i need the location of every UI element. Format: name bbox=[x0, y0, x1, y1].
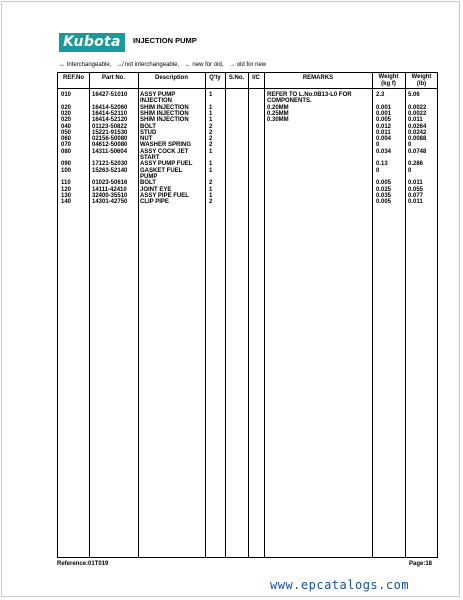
row-description: JOINT EYE bbox=[140, 186, 172, 193]
row-remarks: 0.30MM bbox=[267, 117, 289, 124]
column-divider bbox=[138, 73, 139, 557]
row-weight-kg: 2.3 bbox=[376, 92, 385, 98]
col-header-ref: REF.No bbox=[63, 75, 84, 81]
row-description: START bbox=[140, 155, 160, 161]
col-header-weight-lb: Weight (lb) bbox=[411, 74, 432, 87]
row-remarks: 0.20MM bbox=[267, 104, 289, 111]
row-description: BOLT bbox=[140, 123, 156, 130]
row-weight-lb: 0.0264 bbox=[408, 123, 427, 130]
col-header-ic: I/C bbox=[252, 75, 260, 81]
row-ref: 040 bbox=[61, 123, 72, 130]
row-part-no: 04612-50080 bbox=[92, 142, 128, 149]
column-divider bbox=[372, 73, 373, 557]
row-qty: 1 bbox=[209, 110, 213, 117]
row-part-no: 15263-52140 bbox=[92, 167, 128, 174]
row-weight-lb: 0.0748 bbox=[408, 148, 427, 155]
page-number: Page:18 bbox=[409, 561, 433, 567]
row-remarks: REFER TO L.No.0B13-L0 FOR bbox=[267, 92, 352, 98]
row-qty: 2 bbox=[209, 123, 213, 130]
row-qty: 1 bbox=[209, 104, 213, 111]
row-description: ASSY PUMP bbox=[140, 92, 176, 98]
col-header-remarks: REMARKS bbox=[302, 75, 334, 81]
row-qty: 2 bbox=[209, 136, 213, 143]
row-weight-kg: 0.001 bbox=[376, 104, 392, 111]
row-part-no: 17121-52030 bbox=[92, 161, 128, 168]
page-title: INJECTION PUMP bbox=[133, 36, 197, 45]
row-ref: 140 bbox=[61, 199, 72, 206]
row-ref: 020 bbox=[61, 104, 72, 111]
row-ref: 050 bbox=[61, 129, 72, 136]
row-weight-lb: 0.011 bbox=[408, 199, 423, 206]
row-description: SHIM INJECTION bbox=[140, 117, 189, 124]
row-part-no: 01023-50616 bbox=[92, 180, 128, 187]
col-header-sno: S.No. bbox=[228, 75, 245, 81]
row-weight-kg: 0.001 bbox=[376, 110, 392, 117]
row-weight-kg: 0.012 bbox=[376, 123, 392, 130]
row-weight-lb: 0.055 bbox=[408, 186, 424, 193]
row-part-no: 15221-91530 bbox=[92, 129, 128, 136]
row-ref: 080 bbox=[61, 148, 72, 155]
row-weight-kg: 0.004 bbox=[376, 136, 392, 143]
row-weight-kg: 0.035 bbox=[376, 192, 392, 199]
kubota-logo: Kubota bbox=[59, 33, 125, 52]
row-part-no: 02156-50080 bbox=[92, 136, 128, 143]
row-weight-lb: 0.077 bbox=[408, 192, 424, 199]
row-ref: 020 bbox=[61, 110, 72, 117]
row-weight-lb: 0 bbox=[408, 142, 412, 149]
row-description: ASSY COCK JET bbox=[140, 148, 189, 155]
row-remarks: COMPONENTS. bbox=[267, 98, 312, 105]
row-description: WASHER SPRING bbox=[140, 142, 192, 149]
row-ref: 130 bbox=[61, 192, 72, 199]
row-qty: 2 bbox=[209, 199, 213, 206]
legend-new-for-old: ← new for old, bbox=[184, 62, 224, 68]
legend-interchangeable: ↔ Interchangeable, bbox=[59, 62, 112, 68]
row-part-no: 16427-51010 bbox=[92, 92, 128, 98]
row-ref: 090 bbox=[61, 161, 72, 168]
row-ref: 020 bbox=[61, 117, 72, 124]
row-qty: 1 bbox=[209, 148, 213, 155]
row-weight-kg: 0 bbox=[376, 142, 380, 149]
row-weight-lb: 0 bbox=[408, 167, 412, 174]
row-description: BOLT bbox=[140, 180, 156, 187]
row-description: NUT bbox=[140, 136, 153, 143]
row-weight-lb: 0.286 bbox=[408, 161, 424, 168]
column-divider bbox=[264, 73, 265, 557]
row-weight-lb: 0.0088 bbox=[408, 136, 427, 143]
row-weight-kg: 0.005 bbox=[376, 180, 392, 187]
row-weight-kg: 0.005 bbox=[376, 199, 392, 206]
row-part-no: 32400-35510 bbox=[92, 192, 128, 199]
row-weight-lb: 0.011 bbox=[408, 180, 423, 187]
row-part-no: 01123-50822 bbox=[92, 123, 128, 130]
row-qty: 2 bbox=[209, 142, 213, 149]
row-weight-lb: 0.011 bbox=[408, 117, 423, 124]
row-part-no: 14111-42410 bbox=[92, 186, 127, 193]
legend-old-for-new: → old for new bbox=[229, 62, 267, 68]
row-qty: 1 bbox=[209, 92, 213, 98]
row-description: PUMP bbox=[140, 173, 158, 180]
row-qty: 1 bbox=[209, 167, 213, 174]
row-ref: 110 bbox=[61, 180, 71, 187]
row-weight-kg: 0.011 bbox=[376, 129, 391, 136]
row-qty: 1 bbox=[209, 117, 213, 124]
column-divider bbox=[405, 73, 406, 557]
column-divider bbox=[225, 73, 226, 557]
row-description: ASSY PUMP FUEL bbox=[140, 161, 193, 168]
row-weight-lb: 0.0022 bbox=[408, 110, 427, 117]
row-part-no: 16414-52060 bbox=[92, 104, 128, 111]
interchangeability-legend bbox=[59, 62, 270, 68]
row-part-no: 16414-52110 bbox=[92, 110, 128, 117]
row-description: STUD bbox=[140, 129, 157, 136]
row-weight-lb: 5.06 bbox=[408, 92, 420, 98]
row-qty: 1 bbox=[209, 161, 213, 168]
row-description: GASKET FUEL bbox=[140, 167, 183, 174]
column-divider bbox=[205, 73, 206, 557]
row-qty: 1 bbox=[209, 192, 213, 199]
legend-not-interchangeable: ↮ not interchangeable, bbox=[117, 62, 180, 68]
catalog-page bbox=[1, 1, 460, 597]
row-ref: 010 bbox=[61, 92, 72, 98]
row-qty: 2 bbox=[209, 129, 213, 136]
reference-code: Reference:01T019 bbox=[57, 561, 109, 567]
col-header-qty: Q'ty bbox=[209, 75, 221, 81]
row-description: INJECTION bbox=[140, 98, 173, 105]
row-remarks: 0.25MM bbox=[267, 110, 289, 117]
row-part-no: 16414-52120 bbox=[92, 117, 128, 124]
row-description: SHIM INJECTION bbox=[140, 104, 189, 111]
row-ref: 100 bbox=[61, 167, 72, 174]
col-header-part: Part No. bbox=[101, 75, 125, 81]
row-description: CLIP PIPE bbox=[140, 199, 169, 206]
row-weight-kg: 0.034 bbox=[376, 148, 392, 155]
row-ref: 060 bbox=[61, 136, 72, 143]
row-part-no: 14301-42750 bbox=[92, 199, 128, 206]
col-header-description: Description bbox=[154, 75, 188, 81]
row-part-no: 14311-50604 bbox=[92, 148, 128, 155]
row-ref: 120 bbox=[61, 186, 72, 193]
parts-table bbox=[57, 72, 438, 558]
row-qty: 2 bbox=[209, 180, 213, 187]
row-weight-kg: 0 bbox=[376, 167, 380, 174]
row-weight-kg: 0.13 bbox=[376, 161, 388, 168]
row-description: SHIM INJECTION bbox=[140, 110, 189, 117]
row-weight-lb: 0.0022 bbox=[408, 104, 427, 111]
col-header-weight-kg: Weight (kg f) bbox=[378, 74, 399, 87]
row-ref: 070 bbox=[61, 142, 72, 149]
column-divider bbox=[248, 73, 249, 557]
watermark: www.epcatalogs.com bbox=[270, 578, 410, 592]
row-weight-lb: 0.0242 bbox=[408, 129, 427, 136]
row-qty: 1 bbox=[209, 186, 213, 193]
row-weight-kg: 0.005 bbox=[376, 117, 392, 124]
column-divider bbox=[89, 73, 90, 557]
row-description: ASSY PIPE FUEL bbox=[140, 192, 189, 199]
row-weight-kg: 0.025 bbox=[376, 186, 392, 193]
